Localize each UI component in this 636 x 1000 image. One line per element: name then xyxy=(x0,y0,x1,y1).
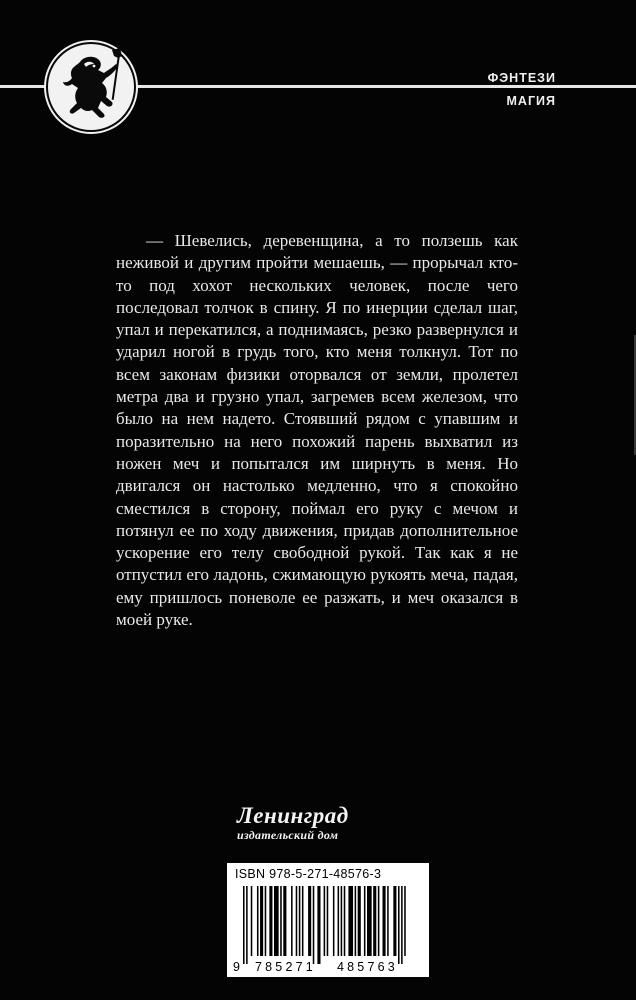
barcode-panel xyxy=(227,863,429,977)
ean-first-digit: 9 xyxy=(233,960,240,974)
barcode-bar xyxy=(333,886,335,956)
barcode-bar xyxy=(373,886,376,956)
barcode-bar xyxy=(243,886,245,964)
barcode-bar xyxy=(341,886,343,956)
barcode-bar xyxy=(338,886,340,956)
barcode-bar xyxy=(251,886,253,956)
barcode-bar xyxy=(283,886,286,956)
barcode-bar xyxy=(313,886,315,964)
ean-left-group: 785271 xyxy=(255,960,316,974)
barcode-bar xyxy=(383,886,386,956)
barcode-bar xyxy=(398,886,400,964)
lion-emblem-icon xyxy=(44,40,138,134)
barcode-icon xyxy=(241,886,417,966)
barcode-bar xyxy=(308,886,311,956)
barcode-bar xyxy=(348,886,353,956)
barcode-bar xyxy=(274,886,279,956)
book-blurb: — Шевелись, деревенщина, а то ползешь как неживой и другим пройти мешаешь, — прорычал кто-то под хохот нескольких человек, после чего последовал толчок в спину. Я по инерции сделал шаг, упал и перекатился, а поднимаясь, резко развернулся и ударил ногой в грудь того, кто меня толкнул. Тот по всем законам физики оторвался от земли, пролетел метра два и грузно упал, загремев всем железом, что было на нем надето. Стоявший рядом с упавшим и поразительно на него похожий парень выхватил из ножен меч и попытался им ширнуть в меня. Но двигался он настолько медленно, что я спокойно сместился в сторону, поймал его руку с мечом и потянул ее по ходу движения, придав дополнительное ускорение его телу свободной рукой. Так как я не отпустил его ладонь, сжимающую рукоять меча, падая, ему пришлось поневоле ее разжать, и меч оказался в моей руке. xyxy=(116,231,518,630)
barcode-bar xyxy=(280,886,282,956)
barcode-bar xyxy=(367,886,372,956)
barcode-bar xyxy=(324,886,326,956)
barcode-bar xyxy=(358,886,361,956)
barcode-bar xyxy=(364,886,366,956)
genre-labels xyxy=(488,72,556,107)
barcode-bar xyxy=(260,886,263,956)
barcode-bar xyxy=(344,886,346,956)
barcode-bar xyxy=(246,886,248,964)
barcode-bar xyxy=(393,886,396,956)
barcode-bar xyxy=(299,886,301,956)
barcode-bar xyxy=(387,886,389,956)
ean-right-group: 485763 xyxy=(337,960,398,974)
publisher-subtitle: издательский дом xyxy=(237,828,339,842)
barcode-bar xyxy=(378,886,380,956)
barcode-bar xyxy=(401,886,403,964)
barcode-bar xyxy=(291,886,293,956)
barcode-bar xyxy=(296,886,298,956)
barcode-bar xyxy=(327,886,329,956)
barcode-bar xyxy=(265,886,267,956)
publisher-name: Ленинград xyxy=(237,803,349,828)
publisher-logo xyxy=(237,804,397,841)
barcode-bar xyxy=(404,886,406,956)
barcode-bar xyxy=(302,886,304,956)
genre-fantasy: ФЭНТЕЗИ xyxy=(487,71,556,85)
genre-magic: МАГИЯ xyxy=(506,93,556,108)
barcode-bar xyxy=(257,886,259,956)
barcode-bar xyxy=(317,886,320,964)
isbn-text: ISBN 978-5-271-48576-3 xyxy=(235,867,382,881)
barcode-bar xyxy=(269,886,272,956)
barcode-bar xyxy=(355,886,357,956)
